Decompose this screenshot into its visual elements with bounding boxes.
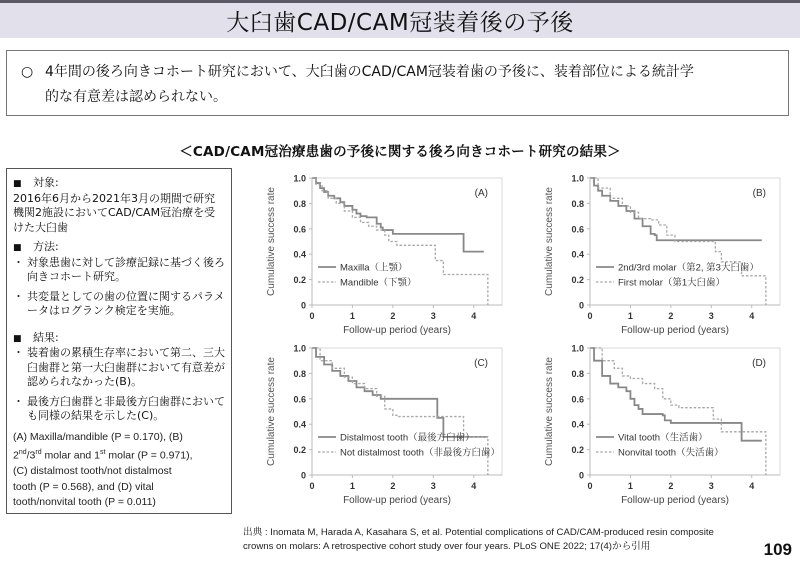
svg-text:0.2: 0.2 (293, 275, 306, 286)
dot-bullet-icon: ・ (13, 394, 24, 408)
svg-text:0.8: 0.8 (571, 198, 584, 209)
svg-text:Vital tooth（生活歯）: Vital tooth（生活歯） (618, 432, 708, 444)
svg-text:Not distalmost tooth（非最後方臼歯）: Not distalmost tooth（非最後方臼歯） (340, 447, 500, 459)
svg-text:Follow-up period (years): Follow-up period (years) (621, 325, 729, 336)
svg-text:0.2: 0.2 (293, 445, 306, 456)
km-chart-a (255, 168, 513, 336)
p-values-text: (A) Maxilla/mandible (P = 0.170), (B) 2nd/3rd molar and 1st molar (P = 0.971), (C) distalmost tooth/not distalmost tooth (P = 0.568), and (D) vital tooth/nonvital tooth (P = 0.011) (13, 430, 193, 508)
result-item: ・ 最後方臼歯群と非最後方臼歯群においても同様の結果を示した(C)。 (13, 394, 225, 422)
result-item: ・ 装着歯の累積生存率において第二、三大臼歯群と第一大臼歯群において有意差が認められなかった(B)。 (13, 346, 225, 388)
square-bullet-icon: ■ (13, 243, 22, 253)
svg-text:Follow-up period (years): Follow-up period (years) (621, 495, 729, 506)
dot-bullet-icon: ・ (13, 346, 24, 359)
svg-text:3: 3 (430, 311, 436, 321)
svg-text:(B): (B) (752, 188, 766, 199)
summary-line-1: ○ 4年間の後ろ向きコホート研究において、大臼歯のCAD/CAM冠装着歯の予後に、装着部位による統計学 (21, 60, 776, 85)
svg-text:0.4: 0.4 (293, 419, 306, 430)
svg-text:(D): (D) (752, 358, 766, 369)
svg-text:Cumulative success rate: Cumulative success rate (266, 357, 277, 466)
svg-text:0.4: 0.4 (571, 249, 584, 260)
km-chart-b (533, 168, 791, 336)
svg-text:0: 0 (587, 481, 593, 491)
svg-text:0.6: 0.6 (293, 394, 306, 405)
subject-heading: ■ 対象: (13, 176, 225, 192)
svg-text:Distalmost tooth（最後方臼歯）: Distalmost tooth（最後方臼歯） (340, 432, 475, 444)
svg-text:3: 3 (430, 481, 436, 491)
square-bullet-icon: ■ (13, 333, 22, 344)
svg-text:Nonvital tooth（失活歯）: Nonvital tooth（失活歯） (618, 447, 724, 459)
svg-text:1: 1 (627, 481, 633, 491)
section-heading: ＜CAD/CAM冠治療患歯の予後に関する後ろ向きコホート研究の結果＞ (179, 144, 621, 160)
svg-text:Maxilla（上顎）: Maxilla（上顎） (340, 262, 408, 274)
svg-text:0: 0 (578, 470, 584, 481)
study-info-panel (6, 168, 232, 514)
dot-bullet-icon: ・ (13, 255, 24, 269)
svg-text:0: 0 (309, 481, 315, 491)
svg-text:4: 4 (749, 481, 755, 491)
svg-text:0.4: 0.4 (293, 249, 306, 260)
svg-text:(C): (C) (474, 358, 488, 369)
svg-text:4: 4 (749, 311, 755, 321)
method-item: ・ 共変量としての歯の位置に関するパラメータはログランク検定を実施。 (13, 289, 225, 317)
svg-text:0.2: 0.2 (571, 275, 584, 286)
svg-text:0.8: 0.8 (293, 368, 306, 379)
svg-text:Cumulative success rate: Cumulative success rate (544, 357, 555, 466)
method-item: ・ 対象患歯に対して診療記録に基づく後ろ向きコホート研究。 (13, 255, 225, 283)
svg-text:1: 1 (627, 311, 633, 321)
svg-text:0.6: 0.6 (293, 224, 306, 235)
svg-text:0: 0 (587, 311, 593, 321)
svg-text:0: 0 (300, 470, 306, 481)
svg-text:4: 4 (471, 481, 477, 491)
svg-text:1: 1 (349, 311, 355, 321)
svg-text:2: 2 (390, 311, 396, 321)
svg-text:1.0: 1.0 (571, 173, 584, 184)
svg-text:2: 2 (390, 481, 396, 491)
result-heading: ■ 結果: (13, 331, 225, 347)
svg-text:0.6: 0.6 (571, 394, 584, 405)
svg-text:1.0: 1.0 (293, 173, 306, 184)
circle-bullet-icon: ○ (21, 64, 34, 80)
svg-text:Follow-up period (years): Follow-up period (years) (343, 325, 451, 336)
km-chart-c (255, 338, 513, 506)
svg-text:0.2: 0.2 (571, 445, 584, 456)
square-bullet-icon: ■ (13, 179, 22, 189)
svg-text:Mandible（下顎）: Mandible（下顎） (340, 277, 417, 289)
svg-text:0.4: 0.4 (571, 419, 584, 430)
summary-line-2: 的な有意差は認められない。 (45, 89, 227, 105)
svg-text:0.8: 0.8 (293, 198, 306, 209)
svg-text:3: 3 (708, 311, 714, 321)
svg-text:2: 2 (668, 311, 674, 321)
svg-text:0.8: 0.8 (571, 368, 584, 379)
slide-title-bar (0, 0, 800, 38)
citation: 出典 : Inomata M, Harada A, Kasahara S, et al. Potential complications of CAD/CAM-produced resin composite crowns on molars: A retrospective cohort study over four years. PLoS ONE 2022; 17(4)から引用 (243, 527, 714, 552)
svg-text:Cumulative success rate: Cumulative success rate (544, 187, 555, 296)
dot-bullet-icon: ・ (13, 289, 24, 303)
page-number: 109 (763, 540, 792, 559)
svg-text:2: 2 (668, 481, 674, 491)
svg-text:First molar（第1大臼歯）: First molar（第1大臼歯） (618, 277, 726, 289)
svg-text:1.0: 1.0 (293, 343, 306, 354)
summary-box (6, 50, 789, 116)
subject-text: 2016年6月から2021年3月の期間で研究機関2施設においてCAD/CAM冠治療を受けた大臼歯 (13, 191, 216, 234)
svg-text:0: 0 (300, 300, 306, 311)
svg-text:4: 4 (471, 311, 477, 321)
svg-text:0: 0 (578, 300, 584, 311)
svg-text:1: 1 (349, 481, 355, 491)
km-chart-d (533, 338, 791, 506)
svg-text:1.0: 1.0 (571, 343, 584, 354)
svg-text:2nd/3rd molar（第2, 第3大臼歯）: 2nd/3rd molar（第2, 第3大臼歯） (618, 262, 759, 274)
svg-text:3: 3 (708, 481, 714, 491)
svg-text:Cumulative success rate: Cumulative success rate (266, 187, 277, 296)
method-heading: ■ 方法: (13, 240, 225, 256)
svg-text:0.6: 0.6 (571, 224, 584, 235)
svg-text:(A): (A) (474, 188, 488, 199)
slide-title: 大臼歯CAD/CAM冠装着後の予後 (226, 10, 574, 36)
svg-text:0: 0 (309, 311, 315, 321)
svg-text:Follow-up period (years): Follow-up period (years) (343, 495, 451, 506)
